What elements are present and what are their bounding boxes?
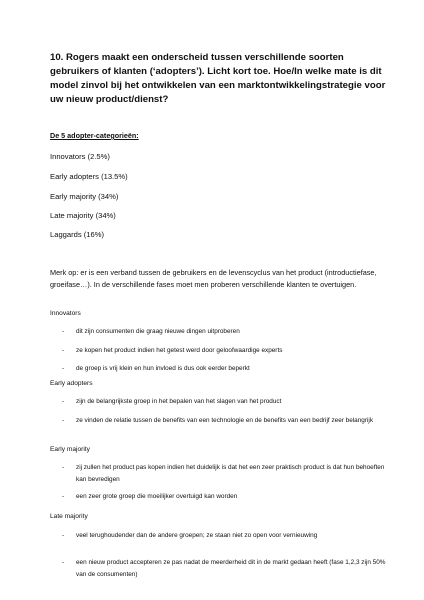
list-item-text: zijn de belangrijkste groep in het bepalen van het slagen van het product xyxy=(76,398,282,405)
list-item xyxy=(62,557,392,581)
list-item-text: veel terughoudender dan de andere groepen; ze staan niet zo open voor vernieuwing xyxy=(76,532,318,539)
group-heading-early-adopters: Early adopters xyxy=(50,380,93,387)
category-item: Late majority (34%) xyxy=(50,211,116,220)
list-item-text: een nieuw product accepteren ze pas nadat de meerderheid dit in de markt gedaan heeft (fase 1,2,3 zijn 50% van de consumenten) xyxy=(76,559,386,578)
group-heading-innovators: Innovators xyxy=(50,310,81,317)
list-item-text: de groep is vrij klein en hun invloed is dus ook eerder beperkt xyxy=(76,365,250,372)
list-item xyxy=(62,345,392,357)
bullet-marker: - xyxy=(62,559,65,566)
group-heading-early-majority: Early majority xyxy=(50,446,90,453)
category-item: Early adopters (13.5%) xyxy=(50,172,128,181)
list-item-text: zij zullen het product pas kopen indien het duidelijk is dat het een zeer praktisch product is dat hun behoeften kan bevredigen xyxy=(76,464,385,483)
category-item: Innovators (2.5%) xyxy=(50,152,110,161)
bullet-marker: - xyxy=(62,493,65,500)
list-item xyxy=(62,396,392,408)
bullet-marker: - xyxy=(62,532,65,539)
question-title: 10. Rogers maakt een onderscheid tussen verschillende soorten gebruikers of klanten (‘adopters’). Licht kort toe. Hoe/In welke mate is dit model zinvol bij het ontwikkelen van een marktontwikkelingstrategie voor uw nieuw product/dienst? xyxy=(50,52,386,105)
bullet-marker: - xyxy=(62,464,65,471)
list-item-text: ze vinden de relatie tussen de benefits van een technologie en de benefits van een bedrijf zeer belangrijk xyxy=(76,417,374,424)
list-item xyxy=(62,462,392,486)
list-item xyxy=(62,326,392,338)
bullet-marker: - xyxy=(62,328,65,335)
list-item-text: een zeer grote groep die moeilijker overtuigd kan worden xyxy=(76,493,238,500)
category-item: Early majority (34%) xyxy=(50,192,119,201)
bullet-marker: - xyxy=(62,365,65,372)
list-item xyxy=(62,363,392,375)
list-item xyxy=(62,530,392,542)
note-paragraph: Merk op: er is een verband tussen de gebruikers en de levenscyclus van het product (introductiefase, groeifase…). In de verschillende fases moet men proberen verschillende klanten te overtuigen. xyxy=(50,268,377,289)
categories-heading: De 5 adopter-categorieën: xyxy=(50,131,139,140)
bullet-marker: - xyxy=(62,417,65,424)
bullet-marker: - xyxy=(62,398,65,405)
group-heading-late-majority: Late majority xyxy=(50,513,88,520)
list-item-text: ze kopen het product indien het getest werd door geloofwaardige experts xyxy=(76,347,283,354)
list-item xyxy=(62,415,392,427)
category-item: Laggards (16%) xyxy=(50,230,105,239)
bullet-marker: - xyxy=(62,347,65,354)
list-item xyxy=(62,491,392,503)
list-item-text: dit zijn consumenten die graag nieuwe dingen uitproberen xyxy=(76,328,240,335)
